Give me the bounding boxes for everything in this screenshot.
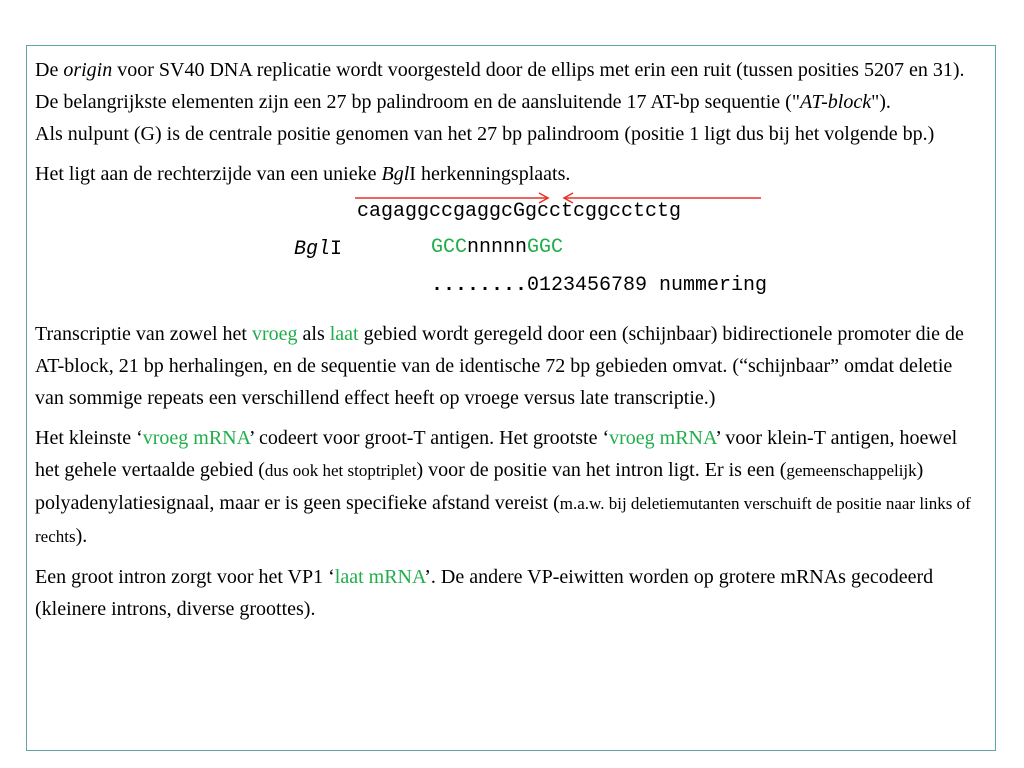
text-span: ). [75, 525, 88, 547]
paragraph-late-mrna [35, 561, 985, 625]
slide-content [35, 54, 985, 625]
text-span: "). [871, 91, 891, 113]
text-span: ’. De andere VP-eiwitten worden op grotere mRNAs gecodeerd (kleinere introns, diverse groottes). [35, 566, 934, 620]
paragraph-bgl-site [35, 158, 985, 190]
bgl-site-row [294, 236, 342, 262]
site-right: GGC [527, 236, 564, 259]
slide-frame [26, 45, 996, 751]
recognition-site [431, 236, 563, 260]
at-block-term: AT-block [799, 91, 872, 113]
paragraph-origin [35, 54, 985, 118]
text-span: De [35, 59, 64, 81]
small-note: gemeenschappelijk [786, 461, 917, 480]
sequence-block [35, 192, 985, 310]
bgl-label: Bgl [294, 238, 331, 261]
numbering-text: 0123456789 nummering [527, 274, 768, 297]
text-span: Transcriptie van zowel het [35, 323, 252, 345]
vroeg-term: vroeg [251, 323, 298, 345]
paragraph-zero-point: Als nulpunt (G) is de centrale positie genomen van het 27 bp palindroom (positie 1 ligt dus bij het volgende bp.) [35, 123, 935, 145]
text-span: ) polyadenylatiesignaal, maar er is geen specifieke afstand vereist ( [35, 459, 924, 514]
origin-term: origin [63, 59, 113, 81]
site-middle: nnnnn [467, 236, 528, 259]
dots: ........ [431, 274, 528, 297]
text-span: Het kleinste ‘ [35, 427, 143, 449]
text-span: Een groot intron zorgt voor het VP1 ‘ [35, 566, 335, 588]
laat-term: laat [329, 323, 359, 345]
laat-mrna-term: laat mRNA [334, 566, 425, 588]
site-left: GCC [431, 236, 468, 259]
bgl-label-suffix: I [330, 238, 343, 261]
text-span: voor SV40 DNA replicatie wordt voorgesteld door de ellips met erin een ruit (tussen posities 5207 en 31). De belangrijkste elementen zijn een 27 bp palindroom en de aansluitende 17 AT-bp sequentie (" [35, 59, 965, 113]
text-span: ) voor de positie van het intron ligt. Er is een ( [416, 459, 787, 481]
text-span: I herkenningsplaats. [409, 163, 571, 185]
vroeg-mrna-term: vroeg mRNA [609, 427, 716, 449]
paragraph-transcription [35, 318, 985, 414]
numbering-row [431, 274, 767, 298]
text-span: gebied wordt geregeld door een (schijnbaar) bidirectionele promoter die de AT-block, 21 bp herhalingen, en de sequentie van de identische 72 bp gebieden omvat. (“schijnbaar” omdat deletie van sommige repeats een verschillend effect heeft op vroege versus late transcriptie.) [35, 323, 964, 409]
vroeg-mrna-term: vroeg mRNA [142, 427, 249, 449]
small-note: m.a.w. bij deletiemutanten verschuift de positie naar links of rechts [35, 494, 971, 546]
text-span: ’ voor klein-T antigen, hoewel het gehele vertaalde gebied ( [35, 427, 958, 481]
small-note: dus ook het stoptriplet [264, 461, 417, 480]
bgl-term: Bgl [381, 163, 410, 185]
text-span: ’ codeert voor groot-T antigen. Het grootste ‘ [248, 427, 610, 449]
paragraph-early-mrna [35, 422, 985, 553]
palindrome-sequence: cagaggccgaggcGgcctcggcctctg [357, 200, 682, 223]
text-span: Het ligt aan de rechterzijde van een unieke [35, 163, 382, 185]
text-span: als [297, 323, 330, 345]
